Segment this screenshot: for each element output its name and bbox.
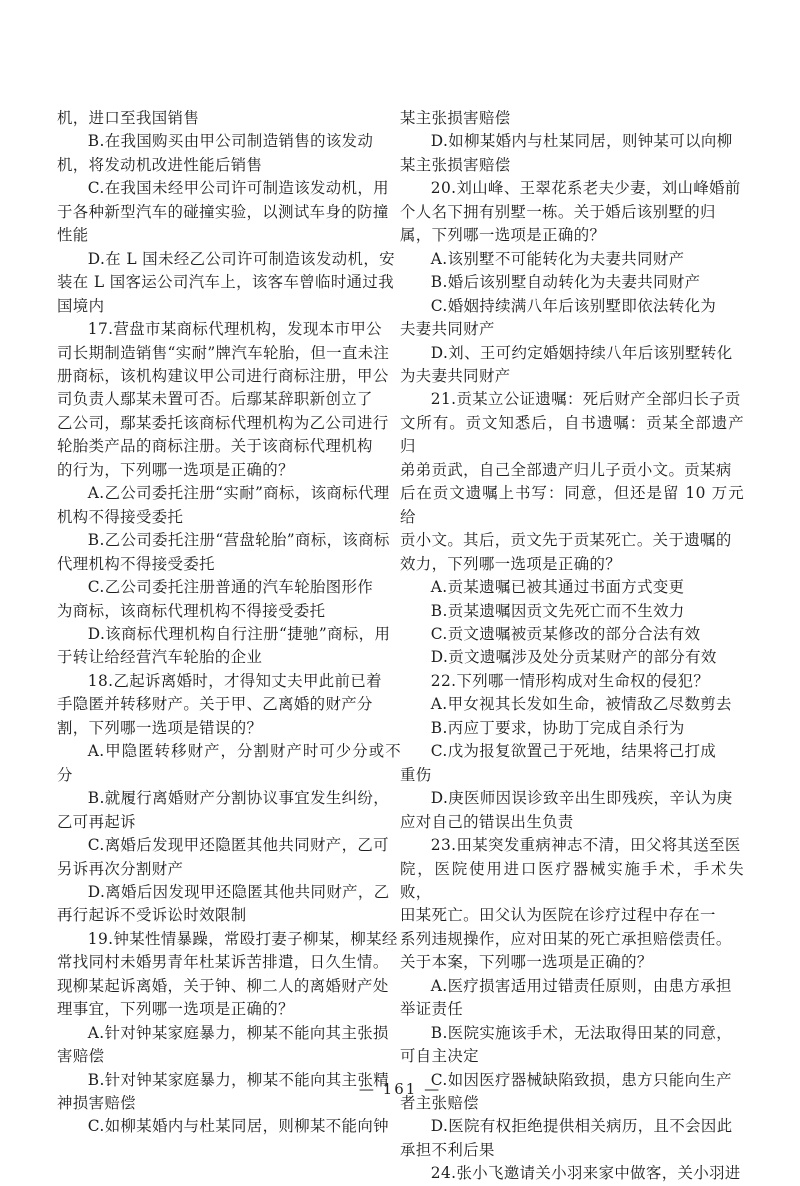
paragraph: 20.刘山峰、王翠花系老夫少妻，刘山峰婚前 个人名下拥有别墅一栋。关于婚后该别墅的归 属，下列哪一选项是正确的？ bbox=[400, 179, 741, 245]
paragraph: B.在我国购买由甲公司制造销售的该发动 机，将发动机改进性能后销售 bbox=[57, 132, 374, 174]
paragraph: C.婚姻持续满八年后该别墅即依法转化为 夫妻共同财产 bbox=[400, 296, 717, 339]
paragraph: D.医院有权拒绝提供相关病历，且不会因此 承担不利后果 bbox=[400, 1117, 733, 1159]
paragraph: B.婚后该别墅自动转化为夫妻共同财产 bbox=[430, 273, 701, 292]
paragraph: C.如因医疗器械缺陷致损，患方只能向生产 者主张赔偿 bbox=[400, 1070, 732, 1113]
right-column bbox=[400, 107, 744, 1186]
paragraph: B.贡某遗嘱因贡文先死亡而不生效力 bbox=[430, 601, 685, 620]
paragraph: A.贡某遗嘱已被其通过书面方式变更 bbox=[430, 578, 685, 597]
page-number: — 161 — bbox=[358, 1080, 442, 1098]
paragraph: C.在我国未经甲公司许可制造该发动机，用 于各种新型汽车的碰撞实验，以测试车身的防撞 性能 bbox=[57, 179, 389, 245]
paragraph: 机，进口至我国销售 bbox=[57, 109, 200, 127]
paragraph: C.离婚后发现甲还隐匿其他共同财产，乙可 另诉再次分割财产 bbox=[57, 836, 389, 878]
paragraph: 18.乙起诉离婚时，才得知丈夫甲此前已着 手隐匿并转移财产。关于甲、乙离婚的财产分 割，下列哪一选项是错误的？ bbox=[57, 671, 382, 737]
paragraph: 21.贡某立公证遗嘱：死后财产全部归长子贡 文所有。贡文知悉后，自书遗嘱：贡某全部遗产归 弟弟贡武，自己全部遗产归儿子贡小文。贡某病 后在贡文遗嘱上书写：同意，但还是留 10 万元给 贡小文。其后，贡文先于贡某死亡。关于遗嘱的 效力，下列哪一选项是正确的？ bbox=[400, 390, 744, 573]
paragraph: B.医院实施该手术，无法取得田某的同意， 可自主决定 bbox=[400, 1023, 733, 1066]
paragraph: D.在 L 国未经乙公司许可制造该发动机，安 装在 L 国客运公司汽车上，该客车曾临时通过我 国境内 bbox=[57, 249, 395, 315]
paragraph: D.贡文遗嘱涉及处分贡某财产的部分有效 bbox=[430, 648, 717, 667]
paragraph: A.甲女视其长发如生命，被情敌乙尽数剪去 bbox=[430, 695, 732, 714]
paragraph: B.针对钟某家庭暴力，柳某不能向其主张精 神损害赔偿 bbox=[57, 1070, 390, 1113]
paragraph: 23.田某突发重病神志不清，田父将其送至医 院，医院使用进口医疗器械实施手术，手术失败， 田某死亡。田父认为医院在诊疗过程中存在一 系列违规操作，应对田某的死亡承担赔偿责任。 关于本案，下列哪一选项是正确的？ bbox=[400, 836, 744, 972]
paragraph: D.庚医师因误诊致辛出生即残疾，辛认为庚 应对自己的错误出生负责 bbox=[400, 789, 733, 831]
paragraph: B.丙应丁要求，协助丁完成自杀行为 bbox=[430, 718, 685, 737]
paragraph: D.离婚后因发现甲还隐匿其他共同财产，乙 再行起诉不受诉讼时效限制 bbox=[57, 882, 390, 925]
paragraph: C.贡文遗嘱被贡某修改的部分合法有效 bbox=[430, 624, 701, 643]
paragraph: C.戊为报复欲置己于死地，结果将己打成 重伤 bbox=[400, 742, 717, 784]
paragraph: C.如柳某婚内与杜某同居，则柳某不能向钟 bbox=[87, 1117, 389, 1136]
paragraph: A.甲隐匿转移财产，分割财产时可少分或不分 bbox=[57, 742, 401, 784]
paragraph: A.该别墅不可能转化为夫妻共同财产 bbox=[430, 249, 685, 268]
paragraph: 22.下列哪一情形构成对生命权的侵犯？ bbox=[430, 671, 710, 690]
paragraph: 某主张损害赔偿 bbox=[400, 109, 511, 127]
paragraph: 24.张小飞邀请关小羽来家中做客，关小羽进 bbox=[430, 1164, 741, 1183]
paragraph: 17.营盘市某商标代理机构，发现本市甲公 司长期制造销售“实耐”牌汽车轮胎，但一直未注 册商标，该机构建议甲公司进行商标注册，甲公 司负责人鄢某未置可否。后鄢某辞职新创立了 乙公司，鄢某委托该商标代理机构为乙公司进行 轮胎类产品的商标注册。关于该商标代理机构 的行为，下列哪一选项是正确的？ bbox=[57, 320, 390, 479]
paragraph: 19.钟某性情暴躁，常殴打妻子柳某，柳某经 常找同村未婚男青年杜某诉苦排遣，日久生情。 现柳某起诉离婚，关于钟、柳二人的离婚财产处 理事宜，下列哪一选项是正确的？ bbox=[57, 929, 398, 1019]
left-column bbox=[57, 107, 401, 1139]
paragraph: B.就履行离婚财产分割协议事宜发生纠纷， 乙可再起诉 bbox=[57, 789, 390, 831]
paragraph: D.如柳某婚内与杜某同居，则钟某可以向柳 某主张损害赔偿 bbox=[400, 132, 733, 174]
paragraph: C.乙公司委托注册普通的汽车轮胎图形作 为商标，该商标代理机构不得接受委托 bbox=[57, 578, 374, 620]
paragraph: A.针对钟某家庭暴力，柳某不能向其主张损 害赔偿 bbox=[57, 1023, 389, 1066]
paragraph: D.刘、王可约定婚姻持续八年后该别墅转化 为夫妻共同财产 bbox=[400, 343, 733, 385]
paragraph: A.乙公司委托注册“实耐”商标，该商标代理 机构不得接受委托 bbox=[57, 484, 390, 526]
paragraph: D.该商标代理机构自行注册“捷驰”商标，用 于转让给经营汽车轮胎的企业 bbox=[57, 624, 391, 667]
paragraph: B.乙公司委托注册“营盘轮胎”商标，该商标 代理机构不得接受委托 bbox=[57, 531, 390, 573]
paragraph: A.医疗损害适用过错责任原则，由患方承担 举证责任 bbox=[400, 976, 732, 1019]
